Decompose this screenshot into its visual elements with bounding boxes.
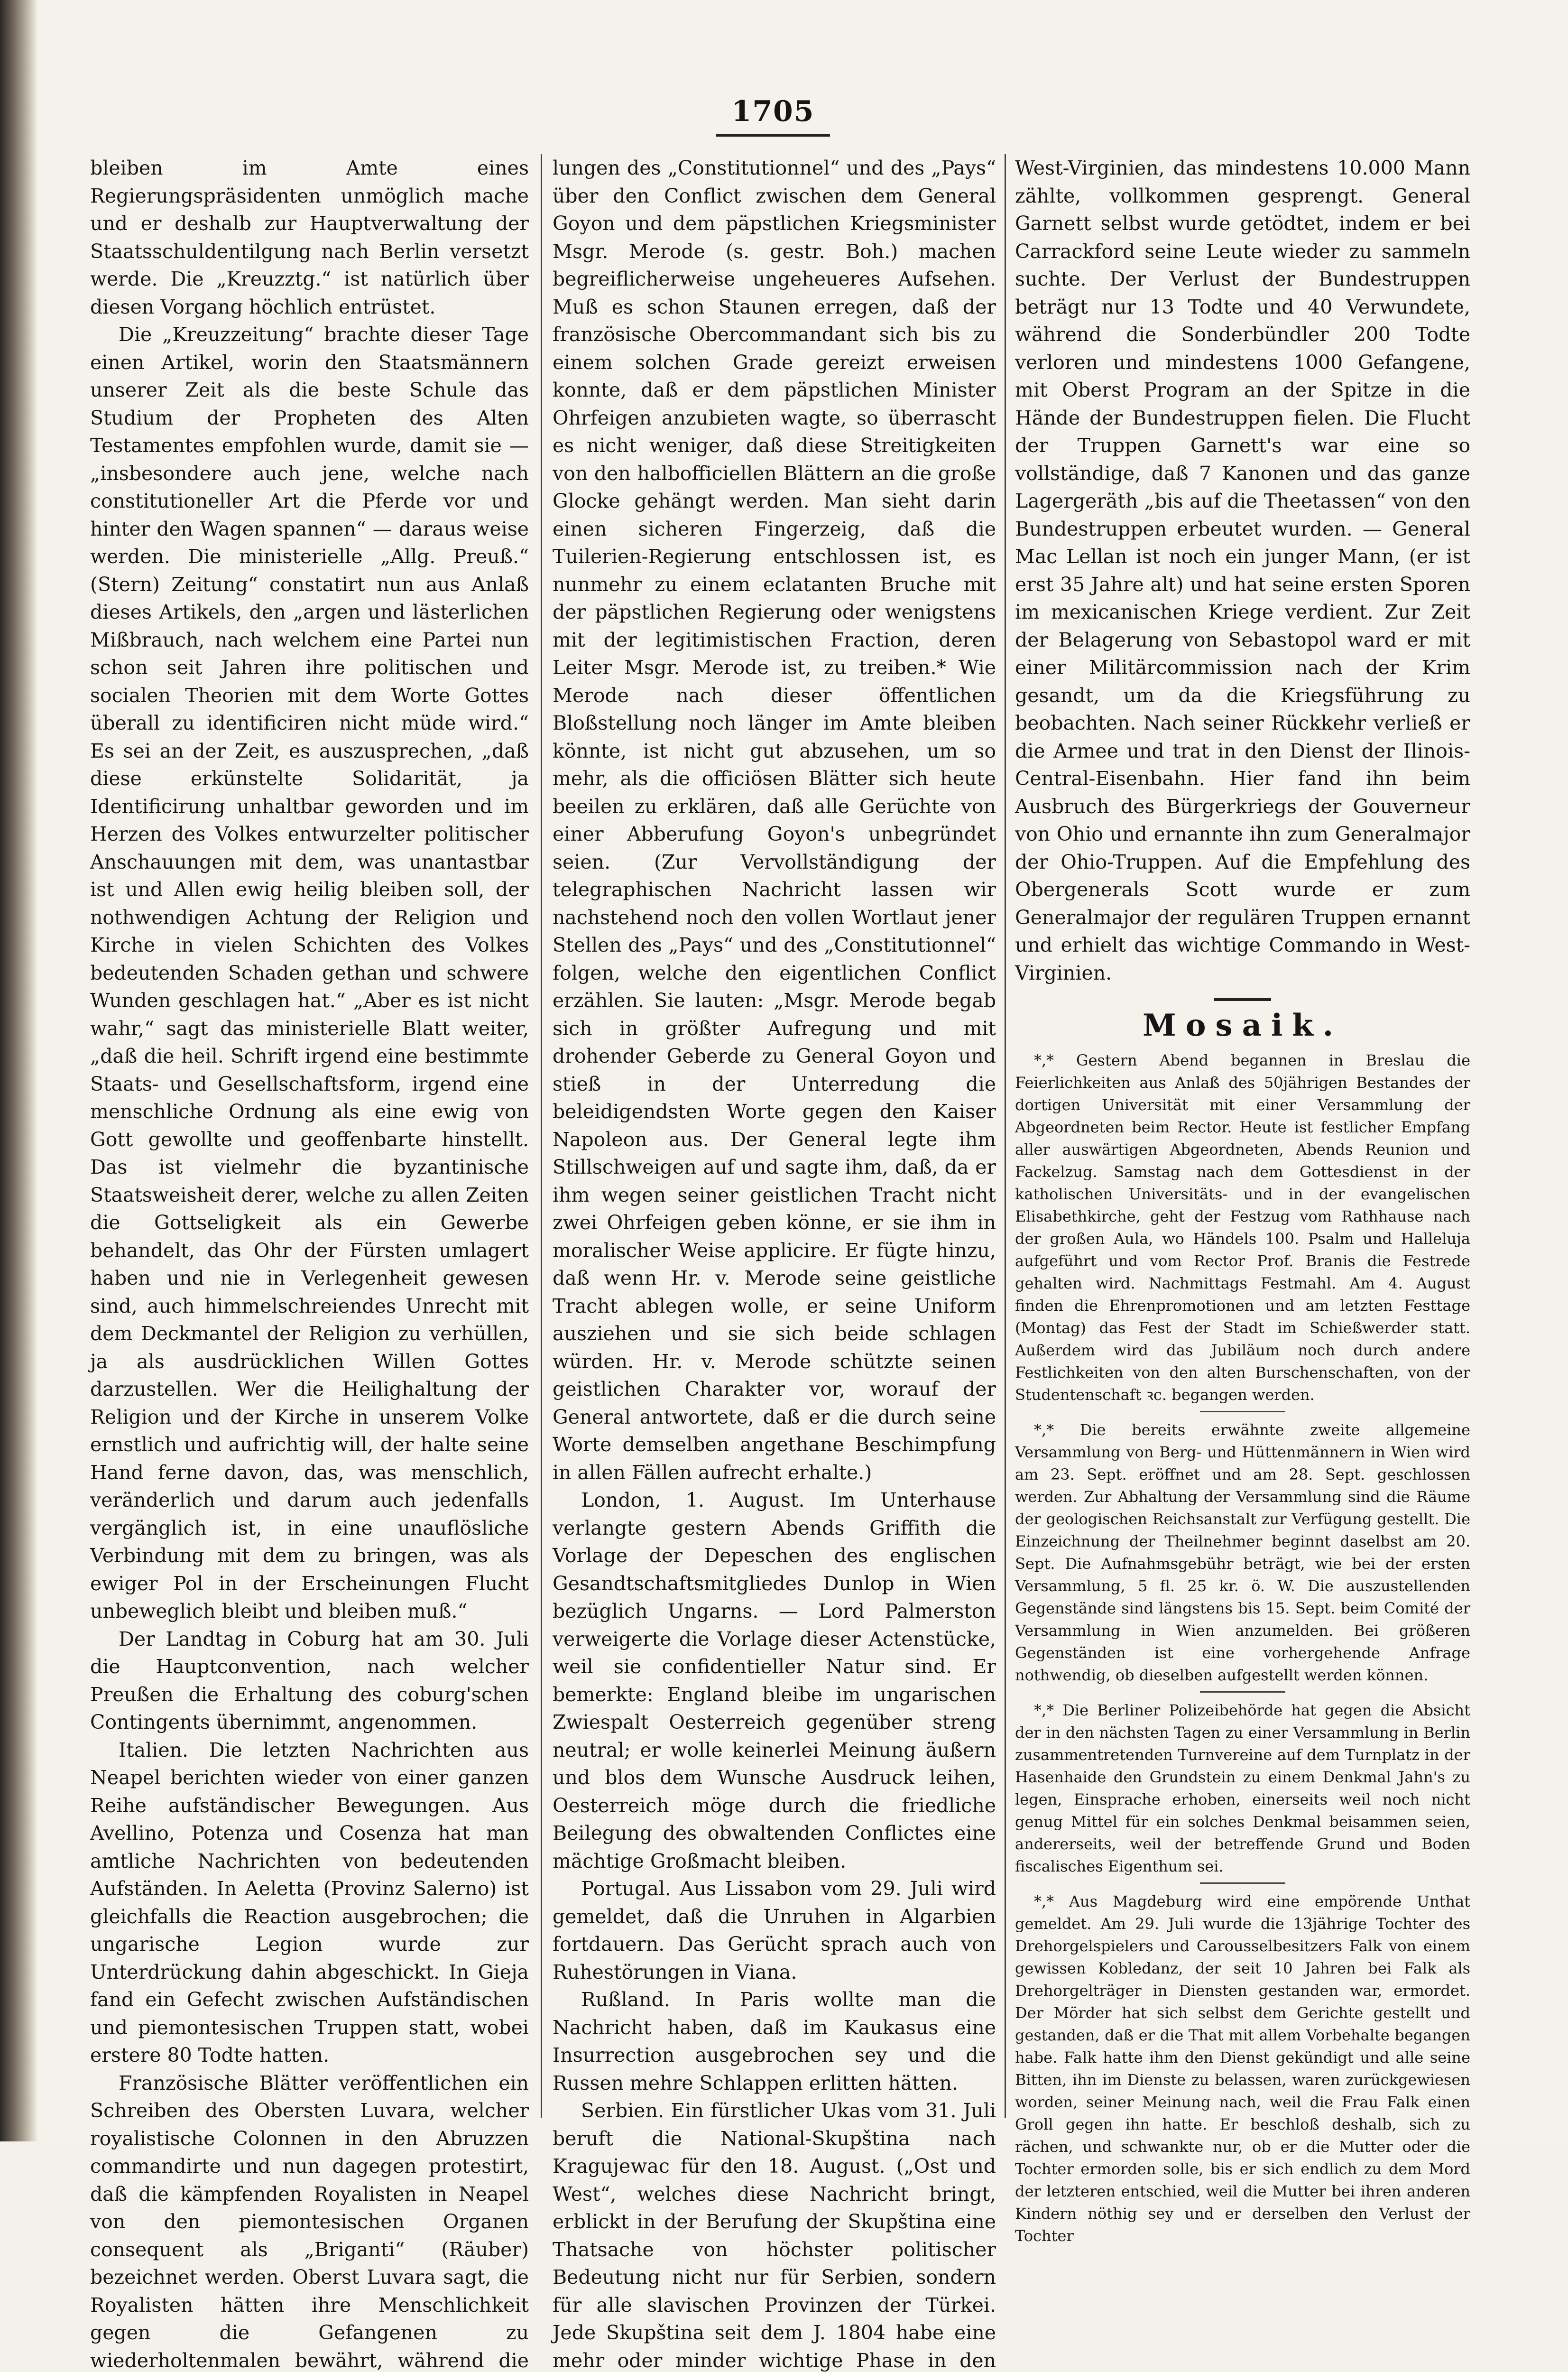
mosaik-item: *,* Die Berliner Polizeibehörde hat gegen die Absicht der in den nächsten Tagen zu einer Versammlung in Berlin zusammentretenden Turnvereine auf dem Turnplatz in der Hasenhaide den Grundstein zu einem Denkmal Jahn's zu legen, Einsprache erhoben, einerseits weil noch nicht genug Mittel für ein solches Denkmal beisammen seien, andererseits, weil der betreffende Grund und Boden fiscalisches Eigenthum sei. xyxy=(1015,1699,1470,1878)
mosaik-item: *,* Aus Magdeburg wird eine empörende Unthat gemeldet. Am 29. Juli wurde die 13jährige Tochter des Drehorgelspielers und Carousselbesitzers Falk von einem gewissen Kobledanz, der seit 10 Jahren bei Falk als Drehorgelträger in Diensten gestanden war, ermordet. Der Mörder hat sich selbst dem Gerichte gestellt und gestanden, daß er die That mit allem Vorbehalte begangen habe. Falk hatte ihm den Dienst gekündigt und alle seine Bitten, ihn im Dienste zu belassen, waren zurückgewiesen worden, seiner Meinung nach, weil die Frau Falk einen Groll gegen ihn hatte. Er beschloß deshalb, sich zu rächen, und schwankte nur, ob er die Mutter oder die Tochter ermorden solle, bis er sich endlich zu dem Mord der letzteren entschied, weil die Mutter bei ihren anderen Kindern nöthig sey und er derselben den Verlust der Tochter xyxy=(1015,1890,1470,2247)
page-number-rule xyxy=(716,134,830,137)
item-rule xyxy=(1200,1691,1285,1693)
column-rule-2 xyxy=(1005,154,1006,2118)
mosaik-heading: Mosaik. xyxy=(1015,1007,1470,1045)
paragraph-portugal: Portugal. Aus Lissabon vom 29. Juli wird gemeldet, daß die Unruhen in Algarbien fortdauern. Das Gerücht sprach auch von Ruhestörungen in Viana. xyxy=(553,1875,996,1986)
column-rule-1 xyxy=(541,154,542,2118)
paragraph: Die „Kreuzzeitung“ brachte dieser Tage einen Artikel, worin den Staatsmännern unserer Zeit als die beste Schule das Studium der Propheten des Alten Testamentes empfohlen wurde, damit sie — „insbesondere auch jene, welche nach constitutioneller Art die Pferde vor und hinter den Wagen spannen“ — daraus weise werden. Die ministerielle „Allg. Preuß.“ (Stern) Zeitung“ constatirt nun aus Anlaß dieses Artikels, den „argen und lästerlichen Mißbrauch, nach welchem eine Partei nun schon seit Jahren ihre politischen und socialen Theorien mit dem Worte Gottes überall zu identificiren nicht müde wird.“ Es sei an der Zeit, es auszusprechen, „daß diese erkünstelte Solidarität, ja Identificirung unhaltbar geworden und im Herzen des Volkes entwurzelter politischer Anschauungen mit dem, was unantastbar ist und Allen ewig heilig bleiben soll, der nothwendigen Achtung der Religion und Kirche in vielen Schichten des Volkes bedeutenden Schaden gethan und schwere Wunden geschlagen hat.“ „Aber es ist nicht wahr,“ sagt das ministerielle Blatt weiter, „daß die heil. Schrift irgend eine bestimmte Staats- und Gesellschaftsform, irgend eine menschliche Ordnung als eine ewig von Gott gewollte und geoffenbarte hinstellt. Das ist vielmehr die byzantinische Staatsweisheit derer, welche zu allen Zeiten die Gottseligkeit als ein Gewerbe behandelt, das Ohr der Fürsten umlagert haben und nie in Verlegenheit gewesen sind, auch himmelschreiendes Unrecht mit dem Deckmantel der Religion zu verhüllen, ja als ausdrücklichen Willen Gottes darzustellen. Wer die Heilighaltung der Religion und der Kirche in unserem Volke ernstlich und aufrichtig will, der halte seine Hand ferne davon, das, was menschlich, veränderlich und darum auch jedenfalls vergänglich ist, in eine unauflösliche Verbindung mit dem zu bringen, was als ewiger Pol in der Erscheinungen Flucht unbeweglich bleibt und bleiben muß.“ xyxy=(90,321,529,1625)
mosaik-section xyxy=(1015,1049,1470,2247)
paragraph: Französische Blätter veröffentlichen ein Schreiben des Obersten Luvara, welcher royalistische Colonnen in den Abruzzen commandirte und nun dagegen protestirt, daß die kämpfenden Royalisten in Neapel von den piemontesischen Organen consequent als „Briganti“ (Räuber) bezeichnet werden. Oberst Luvara sagt, die Royalisten hätten ihre Menschlichkeit gegen die Gefangenen zu wiederholtenmalen bewährt, während die xyxy=(90,2069,529,2372)
column-3 xyxy=(1015,154,1470,2099)
paragraph-serbien: Serbien. Ein fürstlicher Ukas vom 31. Juli beruft die National-Skupština nach Kragujewac für den 18. August. („Ost und West“, welches diese Nachricht bringt, erblickt in der Berufung der Skupština eine Thatsache von höchster politischer Bedeutung nicht nur für Serbien, sondern für alle slavischen Provinzen der Türkei. Jede Skupština seit dem J. 1804 habe eine mehr oder minder wichtige Phase in den xyxy=(553,2097,996,2372)
item-rule xyxy=(1200,1882,1285,1884)
paragraph-london: London, 1. August. Im Unterhause verlangte gestern Abends Griffith die Vorlage der Depeschen des englischen Gesandtschaftsmitgliedes Dunlop in Wien bezüglich Ungarns. — Lord Palmerston verweigerte die Vorlage dieser Actenstücke, weil sie confidentieller Natur sind. Er bemerkte: England bleibe im ungarischen Zwiespalt Oesterreich gegenüber streng neutral; er wolle keinerlei Meinung äußern und blos dem Wunsche Ausdruck leihen, Oesterreich möge durch die friedliche Beilegung des obwaltenden Conflictes eine mächtige Großmacht bleiben. xyxy=(553,1486,996,1875)
paragraph-russland: Rußland. In Paris wollte man die Nachricht haben, daß im Kaukasus eine Insurrection ausgebrochen sey und die Russen mehre Schlappen erlitten hätten. xyxy=(553,1986,996,2097)
page-number: 1705 xyxy=(711,95,835,128)
item-rule xyxy=(1200,1411,1285,1412)
paragraph: Der Landtag in Coburg hat am 30. Juli die Hauptconvention, nach welcher Preußen die Erhaltung des coburg'schen Contingents übernimmt, angenommen. xyxy=(90,1625,529,1736)
paragraph: West-Virginien, das mindestens 10.000 Mann zählte, vollkommen gesprengt. General Garnett selbst wurde getödtet, indem er bei Carrackford seine Leute wieder zu sammeln suchte. Der Verlust der Bundestruppen beträgt nur 13 Todte und 40 Verwundete, während die Sonderbündler 200 Todte verloren und mindestens 1000 Gefangene, mit Oberst Program an der Spitze in die Hände der Bundestruppen fielen. Die Flucht der Truppen Garnett's war eine so vollständige, daß 7 Kanonen und das ganze Lagergeräth „bis auf die Theetassen“ von den Bundestruppen erbeutet wurden. — General Mac Lellan ist noch ein junger Mann, (er ist erst 35 Jahre alt) und hat seine ersten Sporen im mexicanischen Kriege verdient. Zur Zeit der Belagerung von Sebastopol ward er mit einer Militärcommission nach der Krim gesandt, um da die Kriegsführung zu beobachten. Nach seiner Rückkehr verließ er die Armee und trat in den Dienst der Ilinois-Central-Eisenbahn. Hier fand ihn beim Ausbruch des Bürgerkriegs der Gouverneur von Ohio und ernannte ihn zum Generalmajor der Ohio-Truppen. Auf die Empfehlung des Obergenerals Scott wurde er zum Generalmajor der regulären Truppen ernannt und erhielt das wichtige Commando in West-Virginien. xyxy=(1015,154,1470,987)
column-2 xyxy=(553,154,996,2099)
paragraph-italien: Italien. Die letzten Nachrichten aus Neapel berichten wieder von einer ganzen Reihe aufständischer Bewegungen. Aus Avellino, Potenza und Cosenza hat man amtliche Nachrichten von bedeutenden Aufständen. In Aeletta (Provinz Salerno) ist gleichfalls die Reaction ausgebrochen; die ungarische Legion wurde zur Unterdrückung dahin abgeschickt. In Gieja fand ein Gefecht zwischen Aufständischen und piemontesischen Truppen statt, wobei erstere 80 Todte hatten. xyxy=(90,1736,529,2069)
column-1 xyxy=(90,154,529,2099)
paragraph: bleiben im Amte eines Regierungspräsidenten unmöglich mache und er deshalb zur Hauptverwaltung der Staatsschuldentilgung nach Berlin versetzt werde. Die „Kreuzztg.“ ist natürlich über diesen Vorgang höchlich entrüstet. xyxy=(90,154,529,321)
book-spine-shadow xyxy=(0,0,38,2141)
section-rule xyxy=(1214,998,1271,1001)
mosaik-item: *,* Gestern Abend begannen in Breslau die Feierlichkeiten aus Anlaß des 50jährigen Bestandes der dortigen Universität mit einer Versammlung der Abgeordneten beim Rector. Heute ist festlicher Empfang aller auswärtigen Abgeordneten, Abends Reunion und Fackelzug. Samstag nach dem Gottesdienst in der katholischen Universitäts- und in der evangelischen Elisabethkirche, geht der Festzug vom Rathhause nach der großen Aula, wo Händels 100. Psalm und Halleluja aufgeführt und vom Rector Prof. Branis die Festrede gehalten wird. Nachmittags Festmahl. Am 4. August finden die Ehrenpromotionen und am letzten Festtage (Montag) das Fest der Stadt im Schießwerder statt. Außerdem wird das Jubiläum noch durch andere Festlichkeiten von den alten Burschenschaften, von der Studentenschaft ꝛc. begangen werden. xyxy=(1015,1049,1470,1406)
mosaik-item: *,* Die bereits erwähnte zweite allgemeine Versammlung von Berg- und Hüttenmännern in Wien wird am 23. Sept. eröffnet und am 28. Sept. geschlossen werden. Zur Abhaltung der Versammlung sind die Räume der geologischen Reichsanstalt zur Verfügung gestellt. Die Einzeichnung der Theilnehmer beginnt daselbst am 20. Sept. Die Aufnahmsgebühr beträgt, wie bei der ersten Versammlung, 5 fl. 25 kr. ö. W. Die auszustellenden Gegenstände sind längstens bis 15. Sept. beim Comité der Versammlung in Wien anzumelden. Bei größeren Gegenständen ist eine vorhergehende Anfrage nothwendig, ob dieselben aufgestellt werden können. xyxy=(1015,1419,1470,1686)
paragraph: lungen des „Constitutionnel“ und des „Pays“ über den Conflict zwischen dem General Goyon und dem päpstlichen Kriegsminister Msgr. Merode (s. gestr. Boh.) machen begreiflicherweise ungeheueres Aufsehen. Muß es schon Staunen erregen, daß der französische Obercommandant sich bis zu einem solchen Grade gereizt erweisen konnte, daß er dem päpstlichen Minister Ohrfeigen anzubieten wagte, so überrascht es nicht weniger, daß diese Streitigkeiten von den halbofficiellen Blättern an die große Glocke gehängt werden. Man sieht darin einen sicheren Fingerzeig, daß die Tuilerien-Regierung entschlossen ist, es nunmehr zu einem eclatanten Bruche mit der päpstlichen Regierung oder wenigstens mit der legitimistischen Fraction, deren Leiter Msgr. Merode ist, zu treiben.* Wie Merode nach dieser öffentlichen Bloßstellung noch länger im Amte bleiben könnte, ist nicht gut abzusehen, um so mehr, als die officiösen Blätter sich heute beeilen zu erklären, daß alle Gerüchte von einer Abberufung Goyon's unbegründet seien. (Zur Vervollständigung der telegraphischen Nachricht lassen wir nachstehend noch den vollen Wortlaut jener Stellen des „Pays“ und des „Constitutionnel“ folgen, welche den eigentlichen Conflict erzählen. Sie lauten: „Msgr. Merode begab sich in größter Aufregung und mit drohender Geberde zu General Goyon und stieß in der Unterredung die beleidigendsten Worte gegen den Kaiser Napoleon aus. Der General legte ihm Stillschweigen auf und sagte ihm, daß, da er ihm wegen seiner geistlichen Tracht nicht zwei Ohrfeigen geben könne, er sie ihm in moralischer Weise applicire. Er fügte hinzu, daß wenn Hr. v. Merode seine geistliche Tracht ablegen wolle, er seine Uniform ausziehen und sie sich beide schlagen würden. Hr. v. Merode schützte seinen geistlichen Charakter vor, worauf der General antwortete, daß er die durch seine Worte demselben angethane Beschimpfung in allen Fällen aufrecht erhalte.) xyxy=(553,154,996,1486)
